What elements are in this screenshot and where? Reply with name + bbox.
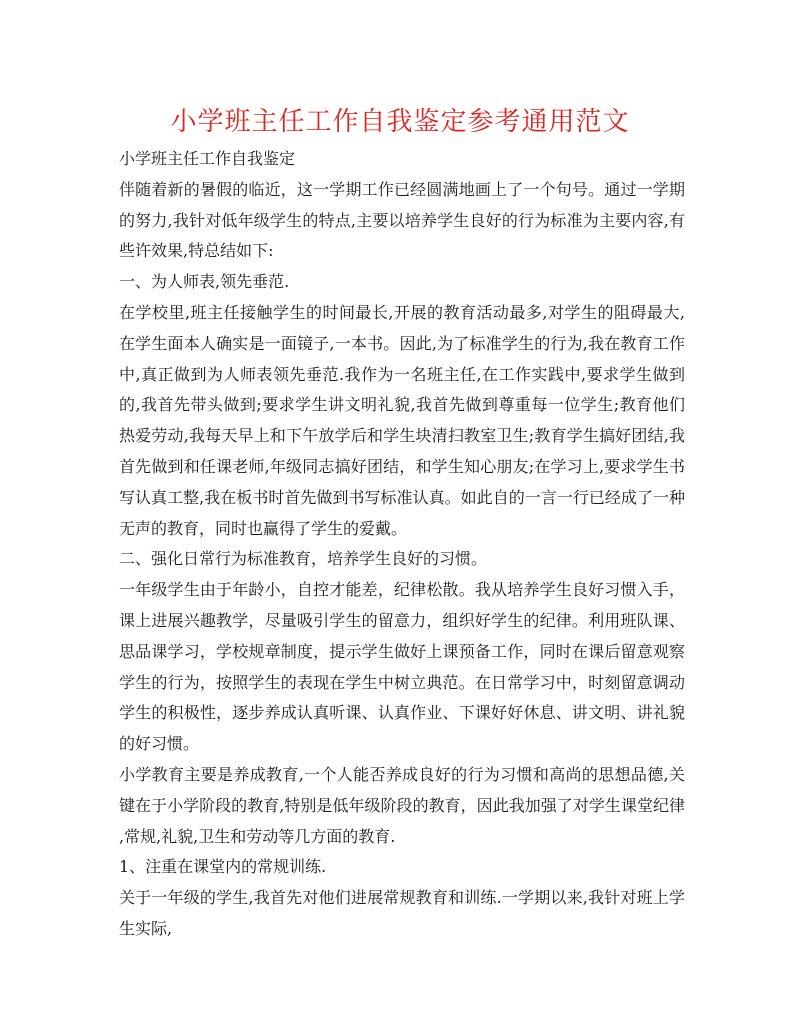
paragraph-line: 的,我首先带头做到;要求学生讲文明礼貌,我首先做到尊重每一位学生;教育他们 bbox=[119, 395, 685, 415]
paragraph-line: 的努力,我针对低年级学生的特点,主要以培养学生良好的行为标准为主要内容,有 bbox=[119, 210, 685, 230]
paragraph-line: 二、强化日常行为标准教育，培养学生良好的习惯。 bbox=[119, 549, 488, 569]
paragraph-line: 热爱劳动,我每天早上和下午放学后和学生块清扫教室卫生;教育学生搞好团结,我 bbox=[119, 426, 685, 446]
paragraph-line: 思品课学习，学校规章制度，提示学生做好上课预备工作，同时在课后留意观察 bbox=[119, 641, 685, 661]
paragraph-line: 在学校里,班主任接触学生的时间最长,开展的教育活动最多,对学生的阻碍最大, bbox=[119, 302, 685, 322]
paragraph-line: ,常规,礼貌,卫生和劳动等几方面的教育. bbox=[119, 826, 396, 846]
paragraph-line: 生实际, bbox=[119, 918, 173, 938]
paragraph-line: 学生的积极性，逐步养成认真听课、认真作业、下课好好休息、讲文明、讲礼貌 bbox=[119, 703, 685, 723]
document-body bbox=[119, 144, 685, 945]
paragraph-line: 中,真正做到为人师表领先垂范.我作为一名班主任,在工作实践中,要求学生做到 bbox=[119, 364, 685, 384]
paragraph-line: 写认真工整,我在板书时首先做到书写标准认真。如此自的一言一行已经成了一种 bbox=[119, 487, 685, 507]
paragraph-line: 在学生面本人确实是一面镜子,一本书。因此,为了标准学生的行为,我在教育工作 bbox=[119, 333, 685, 353]
paragraph-line: 1、注重在课堂内的常规训练. bbox=[119, 857, 327, 877]
paragraph-line: 伴随着新的暑假的临近，这一学期工作已经圆满地画上了一个句号。通过一学期 bbox=[119, 179, 685, 199]
document-title: 小学班主任工作自我鉴定参考通用范文 bbox=[170, 107, 630, 137]
paragraph-line: 小学班主任工作自我鉴定 bbox=[119, 149, 296, 168]
paragraph-line: 无声的教育，同时也赢得了学生的爱戴。 bbox=[119, 518, 408, 538]
paragraph-line: 一、为人师表,领先垂范. bbox=[119, 272, 290, 292]
paragraph-line: 关于一年级的学生,我首先对他们进展常规教育和训练.一学期以来,我针对班上学 bbox=[119, 888, 685, 908]
paragraph-line: 键在于小学阶段的教育,特别是低年级阶段的教育，因此我加强了对学生课堂纪律 bbox=[119, 795, 685, 815]
paragraph-line: 一年级学生由于年龄小，自控才能差，纪律松散。我从培养学生良好习惯入手， bbox=[119, 580, 685, 600]
paragraph-line: 首先做到和任课老师,年级同志搞好团结，和学生知心朋友;在学习上,要求学生书 bbox=[119, 456, 685, 476]
paragraph-line: 课上进展兴趣教学，尽量吸引学生的留意力，组织好学生的纪律。利用班队课、 bbox=[119, 610, 685, 630]
paragraph-line: 学生的行为，按照学生的表现在学生中树立典范。在日常学习中，时刻留意调动 bbox=[119, 672, 685, 692]
paragraph-line: 的好习惯。 bbox=[119, 734, 200, 754]
paragraph-line: 小学教育主要是养成教育,一个人能否养成良好的行为习惯和高尚的思想品德,关 bbox=[119, 764, 685, 784]
paragraph-line: 些许效果,特总结如下: bbox=[119, 241, 274, 261]
